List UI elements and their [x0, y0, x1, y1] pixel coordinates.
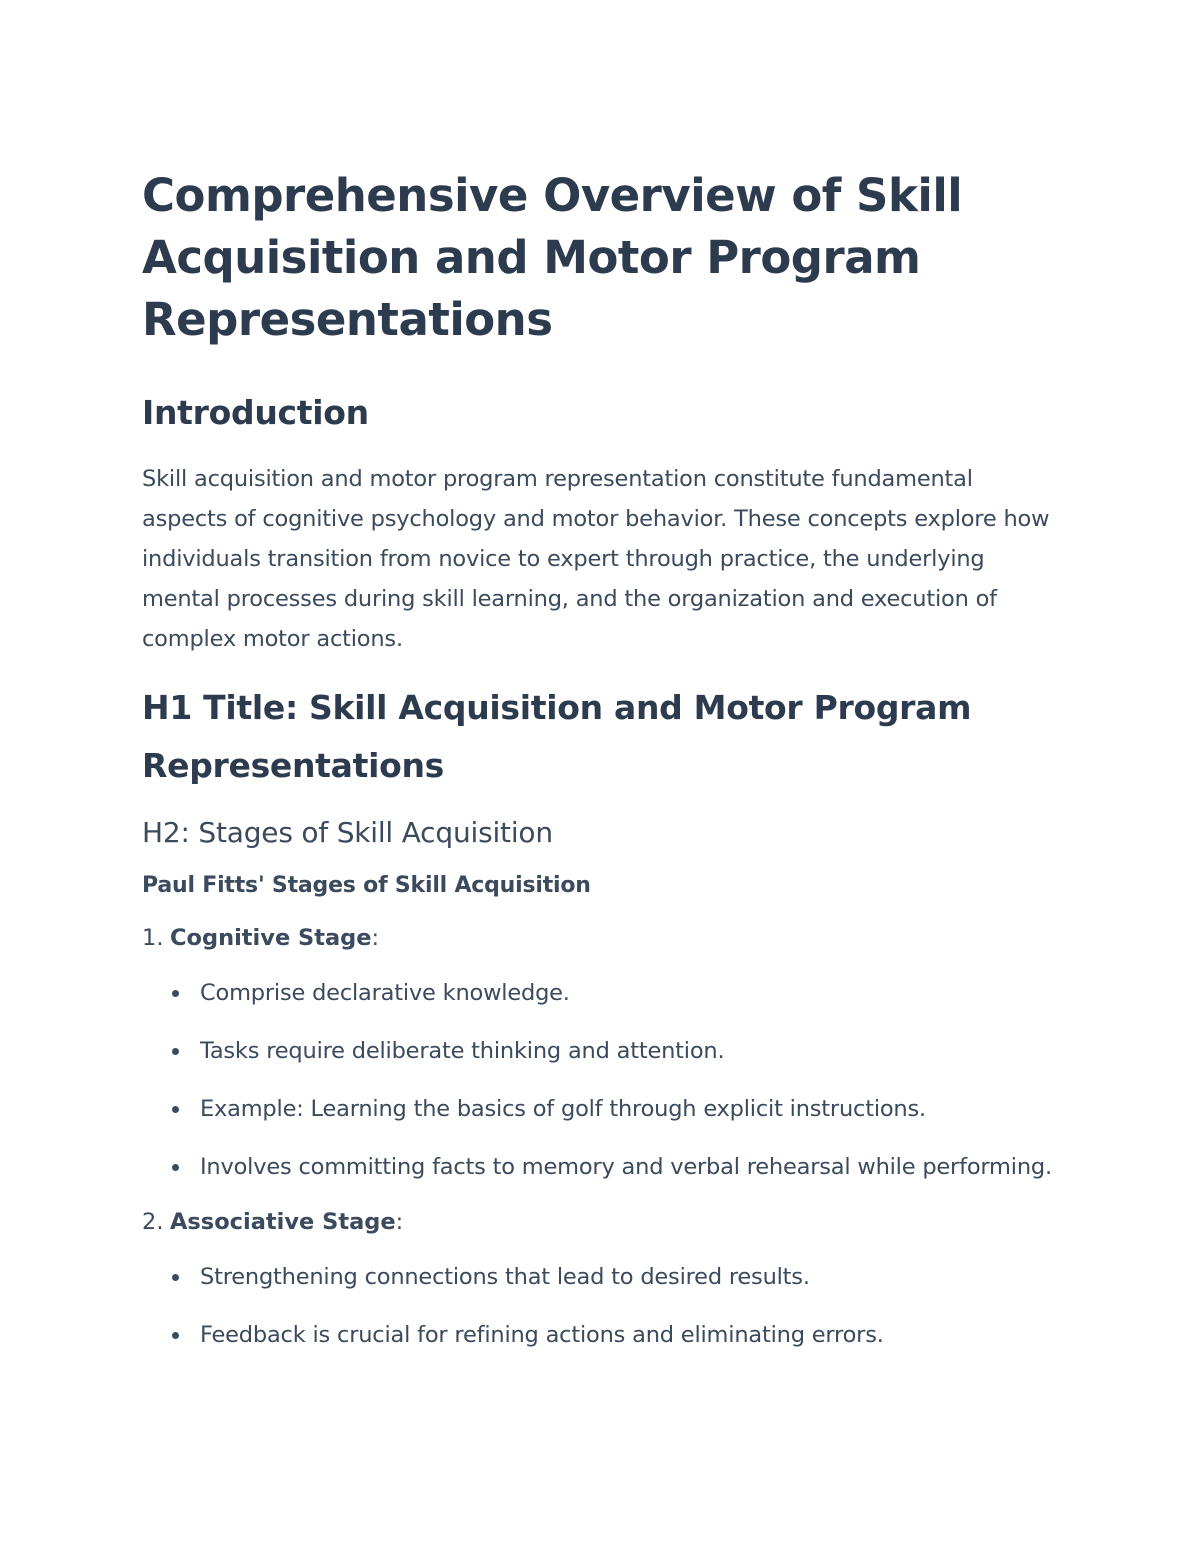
list-item-text: Involves committing facts to memory and verbal rehearsal while performing. [200, 1154, 1052, 1180]
bullet-dot-icon [172, 990, 179, 997]
list-item [172, 1031, 1062, 1071]
bullet-dot-icon [172, 1332, 179, 1339]
stage-number: 1. [142, 925, 164, 951]
h2-section-title: H2: Stages of Skill Acquisition [142, 816, 553, 849]
introduction-heading: Introduction [142, 393, 369, 432]
stage-name: Associative Stage [170, 1209, 396, 1235]
h3-section-title: Paul Fitts' Stages of Skill Acquisition [142, 873, 591, 898]
stage-bullet-list [142, 1257, 1062, 1355]
list-item-text: Comprise declarative knowledge. [200, 980, 570, 1006]
stage-name: Cognitive Stage [170, 925, 372, 951]
document-page [142, 165, 1062, 1355]
list-item-text: Strengthening connections that lead to desired results. [200, 1264, 810, 1290]
bullet-dot-icon [172, 1106, 179, 1113]
list-item-text: Tasks require deliberate thinking and attention. [200, 1038, 725, 1064]
h1-section-title: H1 Title: Skill Acquisition and Motor Program Representations [142, 688, 972, 785]
list-item [172, 1089, 1062, 1129]
list-item [172, 1147, 1062, 1187]
list-item [172, 1315, 1062, 1355]
bullet-dot-icon [172, 1164, 179, 1171]
bullet-dot-icon [172, 1048, 179, 1055]
stage-suffix: : [395, 1209, 404, 1235]
bullet-dot-icon [172, 1274, 179, 1281]
list-item [172, 973, 1062, 1013]
stage-bullet-list [142, 973, 1062, 1187]
list-item [172, 1257, 1062, 1297]
stage-item-associative [142, 1205, 1062, 1239]
list-item-text: Feedback is crucial for refining actions and eliminating errors. [200, 1322, 884, 1348]
stage-suffix: : [371, 925, 380, 951]
list-item-text: Example: Learning the basics of golf through explicit instructions. [200, 1096, 926, 1122]
stage-number: 2. [142, 1209, 164, 1235]
stage-item-cognitive [142, 921, 1062, 955]
introduction-paragraph: Skill acquisition and motor program representation constitute fundamental aspects of cognitive psychology and motor behavior. These concepts explore how individuals transition from novice to expert through practice, the underlying mental processes during skill learning, and the organization and execution of complex motor actions. [142, 466, 1050, 652]
document-title: Comprehensive Overview of Skill Acquisition and Motor Program Representations [142, 169, 963, 346]
